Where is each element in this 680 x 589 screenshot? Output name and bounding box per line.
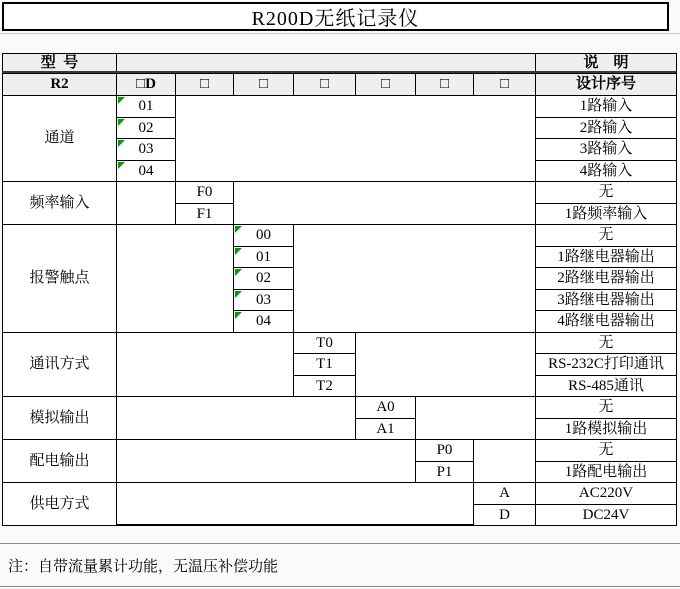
code-cell: P0 [415,439,474,462]
section-label-frequency-input: 频率输入 [2,181,117,225]
model-prefix-cell: R2 [2,73,117,96]
note-divider [0,543,680,544]
design-serial-header-cell: 设计序号 [535,73,677,96]
code-box-cell: □ [293,73,356,96]
code-text: 03 [256,291,271,308]
desc-cell: 无 [535,439,677,462]
validation-marker-icon [235,248,242,255]
code-text: 02 [256,270,271,286]
section-label-power-supply: 供电方式 [2,482,117,526]
desc-cell: 1路模拟输出 [535,418,677,440]
validation-marker-icon [118,119,125,126]
section-label-alarm-contact: 报警触点 [2,224,117,333]
code-text: 02 [138,119,154,136]
code-cell [116,117,176,139]
code-text: 03 [138,141,154,157]
code-cell: T1 [293,353,356,376]
code-box-cell: □ [473,73,536,96]
section-label-analog-output: 模拟输出 [2,396,117,440]
desc-cell: 无 [535,396,677,419]
code-cell: D [473,504,536,526]
bottom-divider [0,586,680,587]
code-text: 04 [256,313,271,329]
code-box-cell: □ [355,73,416,96]
code-cell [233,267,294,290]
desc-cell: 2路继电器输出 [535,267,677,290]
desc-cell: 4路继电器输出 [535,310,677,333]
code-box-cell: □ [175,73,234,96]
desc-cell: 1路频率输入 [535,203,677,225]
desc-cell: 无 [535,332,677,354]
code-cell [233,289,294,311]
validation-marker-icon [235,269,242,276]
validation-marker-icon [118,97,125,104]
section-label-communication: 通讯方式 [2,332,117,397]
validation-marker-icon [235,226,242,233]
desc-cell: 1路继电器输出 [535,246,677,268]
section-label-power-dist-output: 配电输出 [2,439,117,483]
code-cell [233,310,294,333]
desc-cell: RS-232C打印通讯 [535,353,677,376]
desc-cell: 无 [535,224,677,247]
desc-cell: DC24V [535,504,677,526]
footnote: 注：自带流量累计功能，无温压补偿功能 [8,558,279,575]
code-box-cell: □D [116,73,176,96]
section-label-channel: 通道 [2,95,117,182]
code-cell: T0 [293,332,356,354]
validation-marker-icon [118,140,125,147]
page-title: R200D无纸记录仪 [2,2,669,31]
model-header-cell: 型 号 [2,53,117,74]
desc-cell: 3路输入 [535,138,677,161]
desc-cell: 1路输入 [535,95,677,118]
code-text: 00 [256,227,271,243]
desc-cell: 无 [535,181,677,204]
code-cell [116,138,176,161]
code-cell: F1 [175,203,234,225]
code-cell [116,95,176,118]
validation-marker-icon [235,291,242,298]
code-cell: F0 [175,181,234,204]
code-cell: A1 [355,418,416,440]
desc-cell: 3路继电器输出 [535,289,677,311]
desc-cell: 4路输入 [535,160,677,182]
gridline [0,33,680,34]
validation-marker-icon [235,312,242,319]
code-text: 01 [256,248,271,265]
desc-cell: 2路输入 [535,117,677,139]
code-cell [233,246,294,268]
code-box-cell: □ [233,73,294,96]
code-text: 04 [138,162,154,179]
code-cell: A [473,482,536,505]
code-box-cell: □ [415,73,474,96]
desc-cell: AC220V [535,482,677,505]
code-cell [116,160,176,182]
desc-cell: 1路配电输出 [535,461,677,483]
code-cell: T2 [293,375,356,397]
desc-cell: RS-485通讯 [535,375,677,397]
code-cell: A0 [355,396,416,419]
validation-marker-icon [118,162,125,169]
code-cell: P1 [415,461,474,483]
code-text: 01 [138,98,154,114]
description-header-cell: 说 明 [535,53,677,74]
code-cell [233,224,294,247]
